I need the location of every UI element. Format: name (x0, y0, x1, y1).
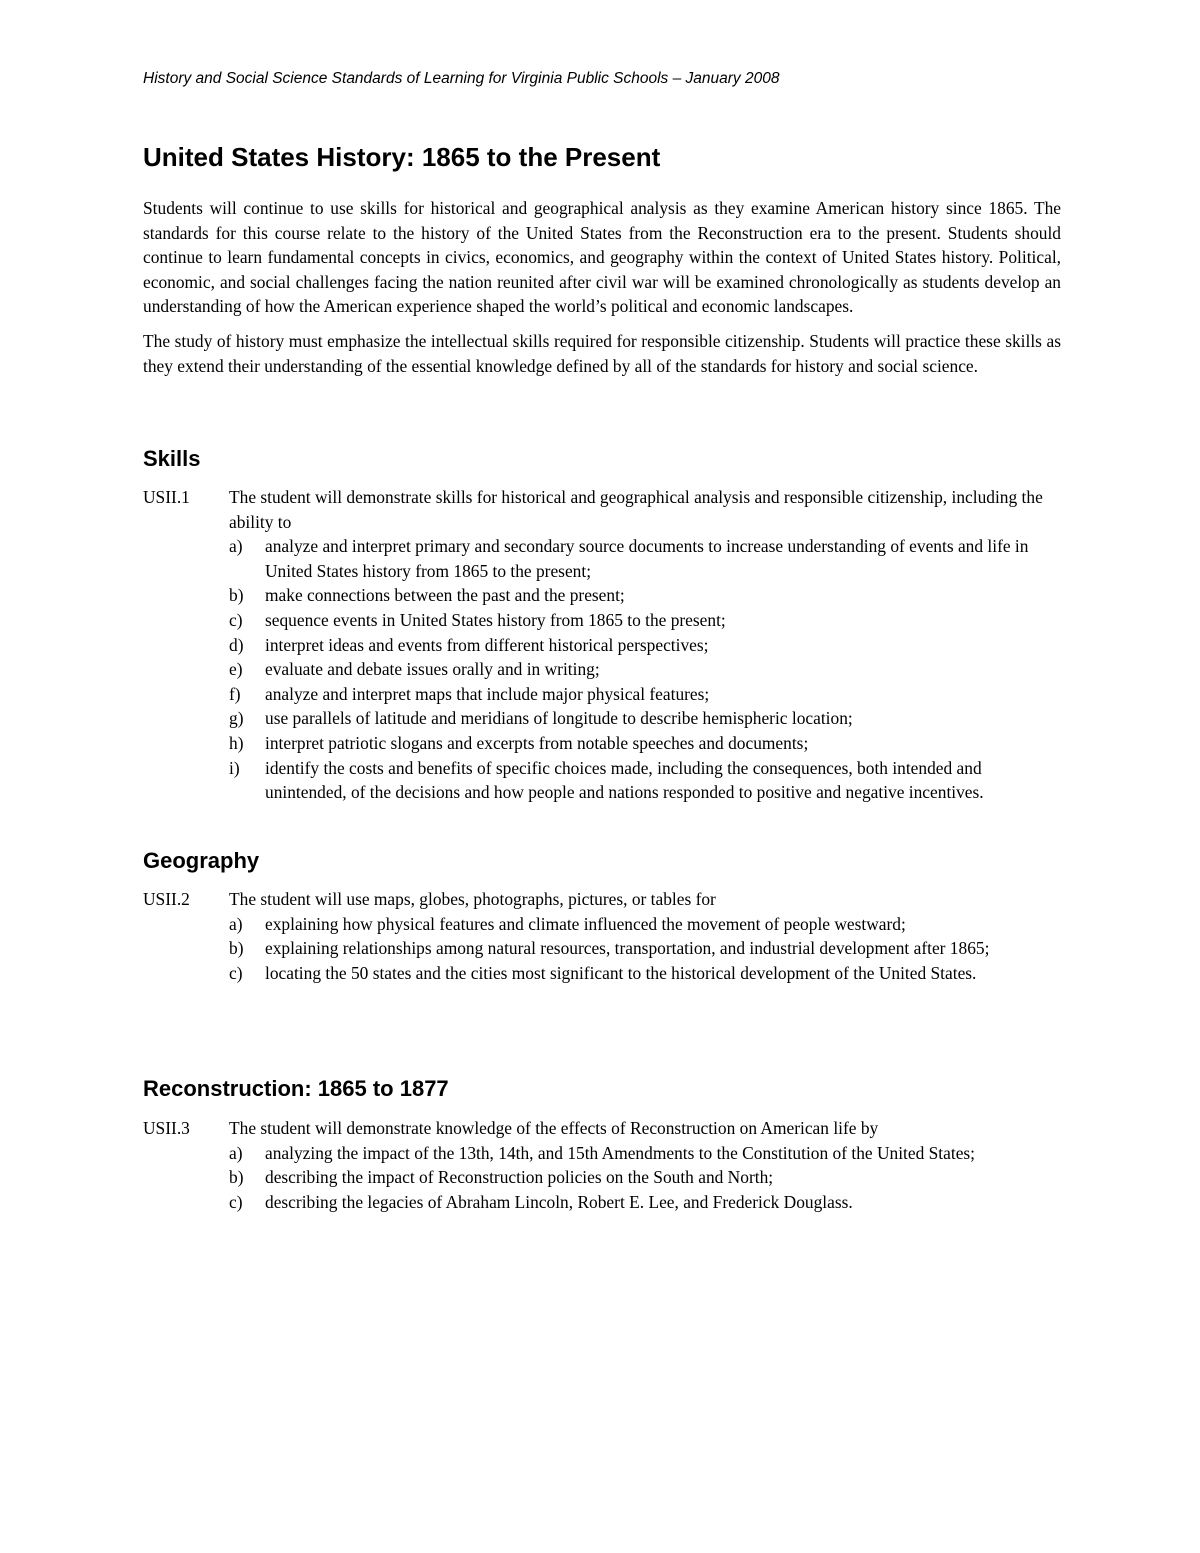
item-label: a) (229, 536, 243, 557)
item-text: describing the legacies of Abraham Lincoln, Robert E. Lee, and Frederick Douglass. (265, 1191, 853, 1212)
item-label: f) (229, 683, 241, 704)
list-item (229, 706, 1061, 731)
list-item (229, 657, 1061, 682)
item-label: c) (229, 609, 243, 630)
list-item (229, 961, 1061, 986)
list-item (229, 608, 1061, 633)
item-text: explaining how physical features and climate influenced the movement of people westward; (265, 913, 906, 934)
item-text: identify the costs and benefits of specific choices made, including the consequences, both intended and unintended, of the decisions and how people and nations responded to positive and negative incentives. (265, 757, 984, 803)
standard-code: USII.2 (143, 889, 190, 909)
standard-items (229, 912, 1061, 986)
item-text: explaining relationships among natural resources, transportation, and industrial development after 1865; (265, 938, 990, 959)
standard-stem: The student will use maps, globes, photographs, pictures, or tables for (229, 889, 716, 909)
standard-usii-1 (143, 485, 1061, 805)
list-item (229, 583, 1061, 608)
item-text: analyzing the impact of the 13th, 14th, and 15th Amendments to the Constitution of the United States; (265, 1142, 976, 1163)
standard-usii-2 (143, 887, 1061, 985)
item-text: analyze and interpret maps that include major physical features; (265, 683, 710, 704)
list-item (229, 756, 1061, 805)
intro-paragraph: Students will continue to use skills for historical and geographical analysis as they examine American history since 1865. The standards for this course relate to the history of the United States from the Reconstruction era to the present. Students should continue to learn fundamental concepts in civics, economics, and geography within the context of United States history. Political, economic, and social challenges facing the nation reunited after civil war will be examined chronologically as students develop an understanding of how the American experience shaped the world’s political and economic landscapes. (143, 198, 1061, 317)
item-text: sequence events in United States history from 1865 to the present; (265, 609, 726, 630)
page-title: United States History: 1865 to the Present (143, 142, 661, 172)
item-label: b) (229, 585, 244, 606)
item-label: c) (229, 1191, 243, 1212)
item-text: interpret patriotic slogans and excerpts from notable speeches and documents; (265, 732, 809, 753)
section-heading-reconstruction: Reconstruction: 1865 to 1877 (143, 1076, 449, 1101)
running-header: History and Social Science Standards of Learning for Virginia Public Schools – January 2008 (143, 70, 780, 87)
item-label: b) (229, 938, 244, 959)
standard-stem: The student will demonstrate skills for historical and geographical analysis and responsible citizenship, including the ability to (229, 487, 1043, 532)
list-item (229, 1190, 1061, 1215)
list-item (229, 633, 1061, 658)
item-text: make connections between the past and the present; (265, 585, 625, 606)
item-label: d) (229, 634, 244, 655)
list-item (229, 936, 1061, 961)
section-heading-skills: Skills (143, 446, 201, 471)
list-item (229, 682, 1061, 707)
list-item (229, 731, 1061, 756)
intro-paragraph: The study of history must emphasize the intellectual skills required for responsible citizenship. Students will practice these skills as they extend their understanding of the essential knowledge defined by all of the standards for history and social science. (143, 330, 1061, 376)
list-item (229, 534, 1061, 583)
list-item (229, 912, 1061, 937)
item-label: b) (229, 1167, 244, 1188)
standard-usii-3 (143, 1116, 1061, 1214)
item-text: evaluate and debate issues orally and in writing; (265, 659, 600, 680)
item-label: i) (229, 757, 240, 778)
list-item (229, 1141, 1061, 1166)
list-item (229, 1165, 1061, 1190)
intro (143, 196, 1061, 388)
standard-code: USII.3 (143, 1118, 190, 1138)
standard-code: USII.1 (143, 487, 190, 507)
item-text: locating the 50 states and the cities most significant to the historical development of the United States. (265, 962, 977, 983)
item-text: analyze and interpret primary and secondary source documents to increase understanding of events and life in United States history from 1865 to the present; (265, 536, 1029, 581)
item-label: a) (229, 1142, 243, 1163)
item-label: c) (229, 962, 243, 983)
item-text: interpret ideas and events from different historical perspectives; (265, 634, 709, 655)
item-text: use parallels of latitude and meridians of longitude to describe hemispheric location; (265, 708, 853, 729)
standard-stem: The student will demonstrate knowledge of the effects of Reconstruction on American life by (229, 1118, 879, 1138)
standard-items (229, 534, 1061, 805)
section-heading-geography: Geography (143, 848, 260, 873)
item-label: a) (229, 913, 243, 934)
item-label: g) (229, 708, 244, 729)
item-text: describing the impact of Reconstruction policies on the South and North; (265, 1167, 774, 1188)
item-label: e) (229, 659, 243, 680)
standard-items (229, 1141, 1061, 1215)
item-label: h) (229, 732, 244, 753)
